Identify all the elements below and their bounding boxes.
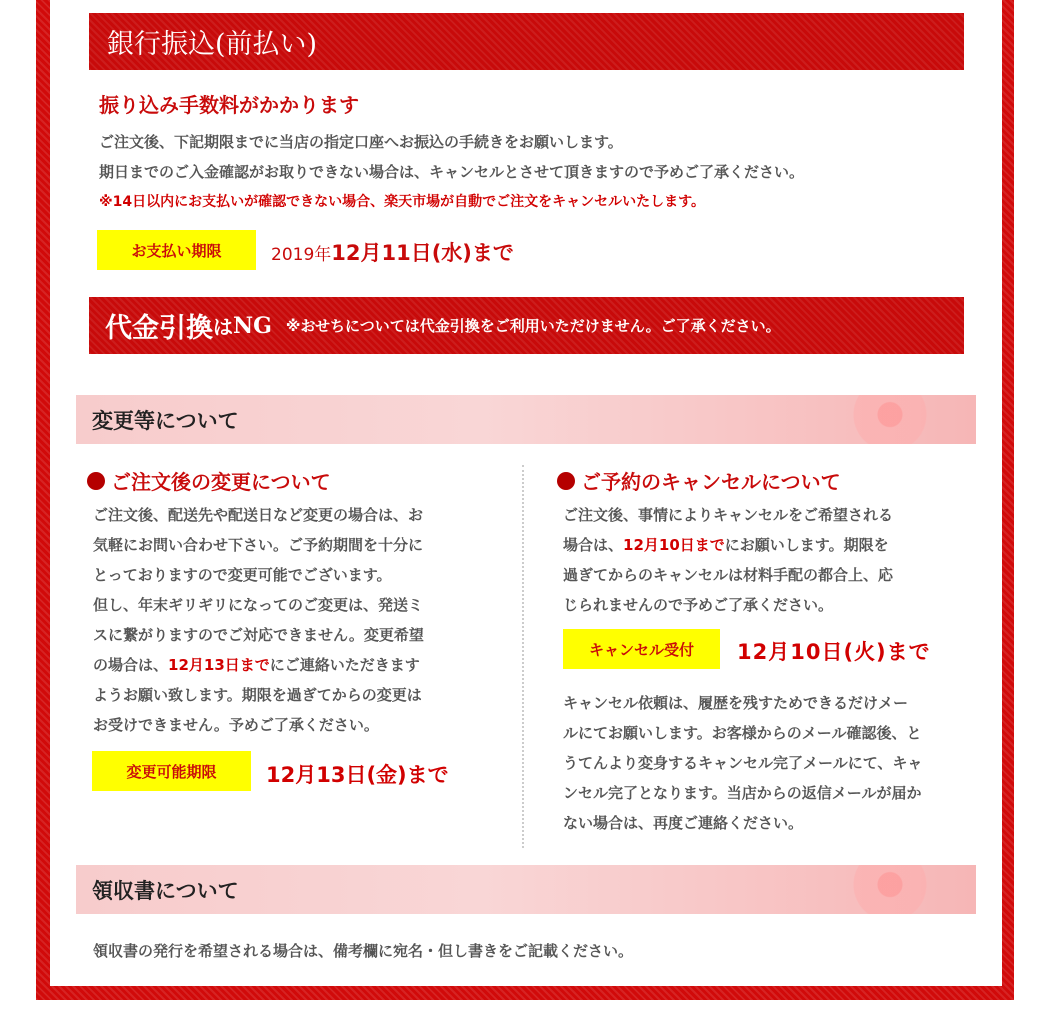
- payment-deadline-label: お支払い期限: [131, 241, 222, 260]
- bank-instruction-line-2: 期日までのご入金確認がお取りできない場合は、キャンセルとさせて頂きますので予めご了承ください。: [99, 163, 805, 181]
- order-change-heading: [87, 466, 331, 495]
- flower-decoration-icon: [770, 395, 970, 444]
- cancel-line: じられませんので予めご了承ください。: [563, 596, 834, 614]
- payment-deadline: [271, 237, 514, 267]
- line-text: 場合は、: [563, 536, 624, 554]
- change-deadline-badge: [92, 751, 251, 791]
- payment-deadline-date: 12月11日(水)まで: [331, 241, 514, 265]
- cod-title: 代金引換: [105, 313, 213, 344]
- cancel-heading-text: ご予約のキャンセルについて: [581, 470, 841, 494]
- cancel-note-line: うてんより変身するキャンセル完了メールにて、キャ: [563, 754, 923, 772]
- cancel-deadline-label: キャンセル受付: [588, 640, 694, 659]
- cancel-deadline-highlight: 12月10日まで: [623, 536, 725, 554]
- order-change-line: お受けできません。予めご了承ください。: [93, 716, 379, 734]
- flower-decoration-icon: [770, 865, 970, 914]
- bank-transfer-title-bar: [89, 13, 964, 70]
- cod-note: ※おせちについては代金引換をご利用いただけません。ご了承ください。: [285, 317, 781, 335]
- cancel-note-line: ない場合は、再度ご連絡ください。: [563, 814, 804, 832]
- bank-transfer-title: 銀行振込(前払い): [107, 29, 318, 60]
- changes-section-header: [76, 395, 976, 444]
- line-text: の場合は、: [93, 656, 169, 674]
- column-divider: [522, 465, 524, 848]
- cancel-body: [563, 500, 893, 620]
- order-change-line: とっておりますので変更可能でございます。: [93, 566, 392, 584]
- order-change-line: 但し、年末ギリギリになってのご変更は、発送ミ: [93, 596, 424, 614]
- receipt-section-title: 領収書について: [92, 877, 239, 903]
- changes-section-title: 変更等について: [92, 407, 239, 433]
- line-text: にお願いします。期限を: [724, 536, 889, 554]
- receipt-section-header: [76, 865, 976, 914]
- payment-deadline-year: 2019年: [271, 245, 332, 265]
- order-change-line: [93, 650, 424, 680]
- cancel-note-line: キャンセル依頼は、履歴を残すためできるだけメー: [563, 694, 909, 712]
- cancel-deadline-badge: [563, 629, 720, 669]
- cancel-note-line: ンセル完了となります。当店からの返信メールが届か: [563, 784, 922, 802]
- payment-deadline-badge: [97, 230, 256, 270]
- cod-ng-text: NG: [233, 312, 272, 339]
- line-text: にご連絡いただきます: [269, 656, 420, 674]
- transfer-fee-note: 振り込み手数料がかかります: [99, 93, 359, 117]
- order-change-heading-text: ご注文後の変更について: [111, 470, 331, 494]
- cod-ng-bar: [89, 297, 964, 354]
- order-change-line: 気軽にお問い合わせ下さい。ご予約期間を十分に: [93, 536, 424, 554]
- change-deadline-highlight: 12月13日まで: [168, 656, 270, 674]
- cancel-line: 過ぎてからのキャンセルは材料手配の都合上、応: [563, 566, 894, 584]
- cancel-note-line: ルにてお願いします。お客様からのメール確認後、と: [563, 724, 922, 742]
- change-deadline-label: 変更可能期限: [126, 762, 217, 781]
- bank-instruction-line-1: ご注文後、下記期限までに当店の指定口座へお振込の手続きをお願いします。: [99, 133, 623, 151]
- cancel-note: [563, 688, 922, 838]
- order-change-line: スに繋がりますのでご対応できません。変更希望: [93, 626, 424, 644]
- order-change-line: ご注文後、配送先や配送日など変更の場合は、お: [93, 506, 424, 524]
- auto-cancel-warning: ※14日以内にお支払いが確認できない場合、楽天市場が自動でご注文をキャンセルいたします。: [99, 194, 705, 210]
- order-change-body: [93, 500, 424, 740]
- bullet-dot-icon: [87, 472, 105, 490]
- bullet-dot-icon: [557, 472, 575, 490]
- order-change-line: ようお願い致します。期限を過ぎてからの変更は: [93, 686, 422, 704]
- receipt-text: 領収書の発行を希望される場合は、備考欄に宛名・但し書きをご記載ください。: [93, 942, 634, 960]
- cancel-line: ご注文後、事情によりキャンセルをご希望される: [563, 506, 894, 524]
- cancel-heading: [557, 466, 841, 495]
- change-deadline-date: 12月13日(金)まで: [266, 763, 449, 787]
- cancel-deadline-date: 12月10日(火)まで: [737, 640, 931, 664]
- cod-is-text: は: [213, 315, 233, 339]
- cancel-line: [563, 530, 893, 560]
